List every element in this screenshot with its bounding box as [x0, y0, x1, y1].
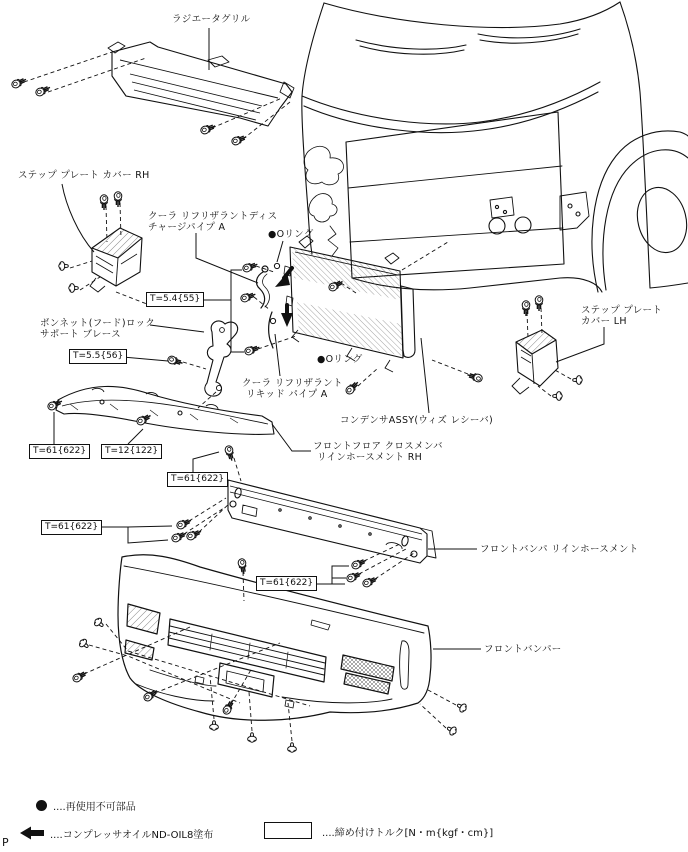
bumper-reinforcement-drawing [228, 480, 436, 563]
torque-box-discharge-pipe: T=5.4{55} [146, 292, 204, 307]
radiator-grille-drawing [108, 42, 294, 126]
label-bonnet-lock-line2: サポート ブレース [40, 329, 121, 340]
label-discharge-pipe-line2: チャージパイプ A [148, 222, 226, 233]
torque-box-brace: T=5.5{56} [69, 349, 127, 364]
label-liquid-pipe-line1: クーラ リフリザラント [242, 378, 343, 389]
crossmember-rh-drawing [56, 386, 274, 434]
label-step-plate-cover-lh-line1: ステップ プレート [581, 305, 663, 316]
condenser-drawing [284, 236, 415, 372]
compressor-oil-arrow-icon [18, 824, 46, 842]
non-reusable-dot-icon [36, 800, 47, 811]
label-front-bumper: フロントバンパー [484, 644, 562, 655]
label-bumper-reinforcement: フロントバンパ リインホースメント [480, 544, 639, 555]
label-bonnet-lock-line1: ボンネット(フード)ロック [40, 318, 156, 329]
label-radiator-grille: ラジエータグリル [172, 14, 251, 25]
label-o-ring-bottom: ●Oリング [317, 354, 363, 365]
label-crossmember-line1: フロントフロア クロスメンバ [313, 441, 443, 452]
torque-legend-box-icon [264, 822, 312, 839]
label-step-plate-cover-rh: ステップ プレート カバー RH [18, 170, 150, 181]
hood-lock-brace-drawing [205, 321, 238, 396]
label-discharge-pipe-line1: クーラ リフリザラントディス [148, 211, 278, 222]
page-marker: P [2, 836, 9, 849]
van-front-illustration [302, 2, 688, 292]
step-plate-cover-rh-drawing [90, 228, 142, 292]
label-step-plate-cover-lh-line2: カバー LH [581, 316, 627, 327]
legend-non-reusable-text: ....再使用不可部品 [53, 802, 136, 813]
label-liquid-pipe-line2: リキッド パイプ A [246, 389, 328, 400]
torque-box-crossmember-61: T=61{622} [29, 444, 90, 459]
legend-compressor-oil [18, 824, 213, 842]
label-condenser: コンデンサASSY(ウィズ レシーバ) [340, 415, 494, 426]
step-plate-cover-lh-drawing [512, 330, 558, 394]
torque-box-reinforcement-top: T=61{622} [167, 472, 228, 487]
legend-torque-note [322, 824, 493, 839]
torque-box-crossmember-12: T=12{122} [101, 444, 162, 459]
torque-box-reinforcement-left: T=61{622} [41, 520, 102, 535]
legend-non-reusable [36, 798, 136, 813]
torque-box-reinforcement-right: T=61{622} [256, 576, 317, 591]
label-o-ring-top: ●Oリング [268, 229, 314, 240]
legend-torque-note-text: ....締め付けトルク[N・m{kgf・cm}] [322, 828, 494, 839]
label-crossmember-line2: リインホースメント RH [317, 452, 423, 463]
legend-compressor-oil-text: ....コンプレッサオイルND-OIL8塗布 [50, 829, 214, 841]
